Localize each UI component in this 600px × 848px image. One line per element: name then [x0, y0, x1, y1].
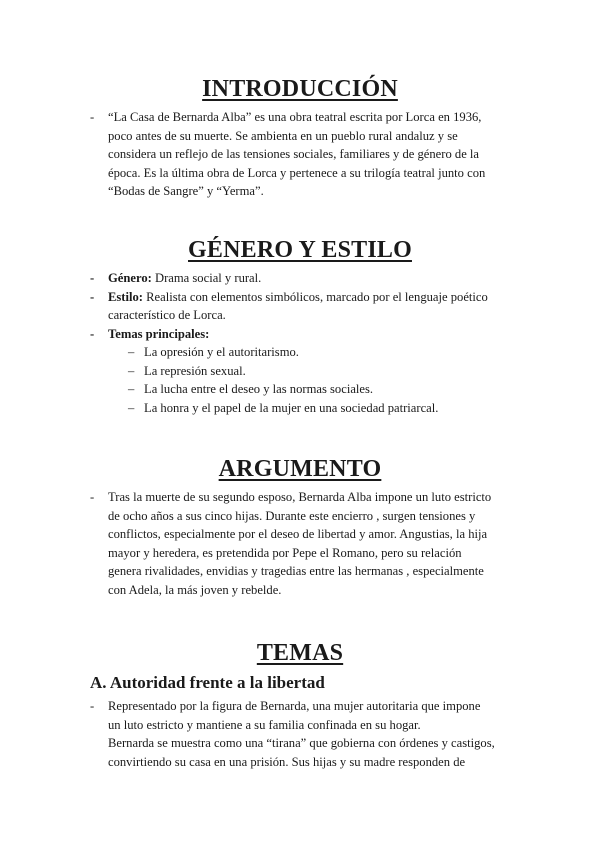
paragraph-line: un luto estricto y mantiene a su familia confinada en su hogar. — [108, 717, 421, 732]
paragraph-line: época. Es la última obra de Lorca y pertenece a su trilogía teatral junto con — [108, 165, 486, 180]
genero-label: Género: — [108, 271, 152, 285]
paragraph-line: de ocho años a sus cinco hijas. Durante este encierro , surgen tensiones y — [108, 508, 476, 523]
paragraph-line: considera un reflejo de las tensiones sociales, familiares y de género de la — [108, 147, 480, 161]
temas-principales-line — [90, 325, 530, 344]
heading-introduccion: INTRODUCCIÓN — [202, 76, 398, 102]
heading-argumento: ARGUMENTO — [218, 456, 382, 482]
paragraph-line: conflictos, especialmente por el deseo de libertad y amor. Angustias, la hija — [108, 527, 488, 541]
paragraph-line: - Representado por la figura de Bernarda, una mujer autoritaria que impone — [90, 697, 530, 716]
genero-line: - Género: Drama social y rural. — [90, 269, 530, 288]
heading-temas: TEMAS — [256, 640, 344, 666]
temas-principales-label: Temas principales: — [108, 326, 210, 341]
paragraph-line: - “La Casa de Bernarda Alba” es una obra teatral escrita por Lorca en 1936, — [90, 108, 530, 127]
paragraph-line: mayor y heredera, es pretendida por Pepe el Romano, pero su relación — [108, 545, 462, 560]
bullet-dash: - — [90, 699, 95, 713]
paragraph-line: poco antes de su muerte. Se ambienta en un pueblo rural andaluz y se — [108, 128, 458, 143]
paragraph-line: genera rivalidades, envidias y tragedias entre las hermanas , especialmente — [108, 564, 484, 578]
estilo-label: Estilo: — [108, 289, 143, 304]
bullet-dash: - — [90, 110, 95, 124]
estilo-line-continued: característico de Lorca. — [108, 308, 226, 322]
bullet-dash: - — [90, 490, 95, 504]
temas-section — [90, 697, 530, 771]
sub-bullet-dash: – — [128, 382, 135, 396]
paragraph-line: con Adela, la más joven y rebelde. — [108, 582, 282, 597]
tema-item: – La lucha entre el deseo y las normas sociales. — [90, 380, 530, 399]
bullet-dash: - — [90, 326, 95, 341]
tema-item: – La represión sexual. — [90, 362, 530, 381]
genero-section — [90, 269, 530, 417]
heading-genero-estilo: GÉNERO Y ESTILO — [188, 237, 412, 263]
argumento-section — [90, 488, 530, 599]
sub-bullet-dash: – — [128, 363, 135, 378]
paragraph-line: Bernarda se muestra como una “tirana” que gobierna con órdenes y castigos, — [108, 736, 495, 750]
sub-bullet-dash: – — [128, 345, 135, 359]
bullet-dash: - — [90, 271, 95, 285]
tema-item: – La honra y el papel de la mujer en una sociedad patriarcal. — [90, 399, 530, 418]
bullet-dash: - — [90, 289, 95, 304]
tema-item: – La opresión y el autoritarismo. — [90, 343, 530, 362]
introduccion-section — [90, 108, 530, 201]
paragraph-line: convirtiendo su casa en una prisión. Sus hijas y su madre responden de — [108, 754, 466, 769]
paragraph-line: - Tras la muerte de su segundo esposo, Bernarda Alba impone un luto estricto — [90, 488, 530, 507]
sub-bullet-dash: – — [128, 400, 135, 415]
subheading-autoridad: A. Autoridad frente a la libertad — [90, 673, 325, 692]
estilo-line: - Estilo: Realista con elementos simbólicos, marcado por el lenguaje poético — [90, 288, 530, 307]
paragraph-line: “Bodas de Sangre” y “Yerma”. — [108, 184, 264, 198]
